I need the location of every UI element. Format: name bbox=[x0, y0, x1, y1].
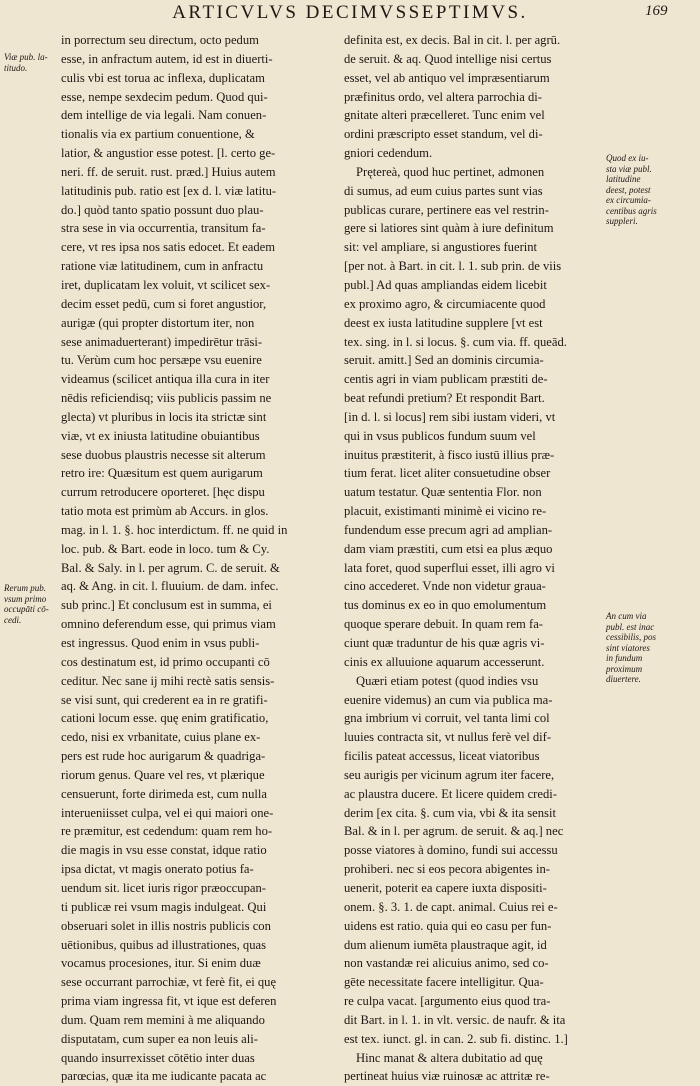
text-line: uatum testatur. Quæ sententia Flor. non bbox=[344, 485, 542, 500]
text-line: dit Bart. in l. 1. in vlt. versic. de naufr. & ita bbox=[344, 1012, 566, 1027]
text-line: gere si latiores sint quàm à iure definitum bbox=[344, 221, 554, 236]
text-line: interueniisset culpa, vel ei qui maiori one- bbox=[61, 805, 274, 820]
text-line: prima viam ingressa fit, vt ique est deferen bbox=[61, 994, 277, 1009]
text-line: quoque sperare debuit. In quam rem fa- bbox=[344, 617, 543, 632]
text-line: cos destinatum est, id primo occupanti cō bbox=[61, 654, 270, 669]
text-line: [in d. l. si locus] rem sibi iustam videri, vt bbox=[344, 409, 556, 424]
margin-note-line: diuertere. bbox=[606, 674, 641, 684]
text-line: gēte necessitate facere intelligitur. Qua- bbox=[344, 975, 544, 990]
text-line: in porrectum seu directum, octo pedum bbox=[61, 33, 259, 47]
margin-note-line: occupāti cō- bbox=[4, 604, 49, 614]
text-line: cere, vt res ipsa nos satis edocet. Et eadem bbox=[61, 240, 276, 255]
text-line: sese animaduerterant) impedirētur trāsi- bbox=[61, 334, 263, 349]
text-line: Hinc manat & altera dubitatio ad quę bbox=[356, 1050, 543, 1065]
text-line: uētionibus, quibus ad illustrationes, quas bbox=[61, 937, 266, 952]
text-line: videamus (scilicet antiqua illa cura in iter bbox=[61, 372, 270, 387]
right-text-column bbox=[344, 31, 606, 1086]
margin-note-line: vsum primo bbox=[4, 593, 47, 604]
text-line: cino accederet. Vnde non videtur graua- bbox=[344, 579, 546, 594]
text-line: sit: vel ampliare, si angustiores fuerint bbox=[344, 240, 538, 255]
margin-note-right-top bbox=[606, 153, 657, 227]
text-line: decim esset pedū, cum si foret angustior, bbox=[61, 296, 267, 311]
margin-note-line: centibus agris bbox=[606, 205, 657, 216]
margin-note-line: publ. est inac bbox=[606, 621, 655, 632]
text-line: disputatam, cum super ea non leuis ali- bbox=[61, 1031, 258, 1046]
text-line: est ingressus. Quod enim in vsus publi- bbox=[61, 636, 260, 650]
text-line: inuitus præstiterit, à fisco iustū illius præ- bbox=[344, 447, 555, 462]
text-line: Quæri etiam potest (quod indies vsu bbox=[356, 673, 539, 688]
text-line: Bal. & Saly. in l. per agrum. C. de seruit. & bbox=[61, 560, 280, 575]
margin-note-left-top bbox=[4, 52, 48, 73]
text-line: beat refundi pretium? Et respondit Bart. bbox=[344, 391, 545, 406]
text-line: die magis in vsu esse constat, idque ratio bbox=[61, 843, 267, 858]
text-line: non vastandæ rei alicuius animo, sed co- bbox=[344, 956, 549, 971]
margin-note-line: Quod ex iu- bbox=[606, 153, 649, 163]
text-line: retro ire: Quæsitum est quem aurigarum bbox=[61, 466, 263, 481]
text-line: ciunt quæ traduntur de his quæ agris vi- bbox=[344, 636, 545, 650]
text-line: sese duobus plaustris necesse sit alterum bbox=[61, 447, 266, 462]
text-line: quando insurrexisset cōtētio inter duas bbox=[61, 1050, 255, 1065]
text-line: luuies contracta sit, vt nullus ferè vel dif- bbox=[344, 730, 552, 745]
text-line: prohiberi. nec si eos pecora abigentes in- bbox=[344, 862, 550, 877]
text-line: tionalis via ex partium conuentione, & bbox=[61, 127, 255, 142]
margin-note-line: An cum via bbox=[606, 611, 647, 621]
text-line: cinis ex alluuione aquarum accesserunt. bbox=[344, 654, 545, 669]
text-line: cedo, nisi ex vrbanitate, cuius plane ex- bbox=[61, 730, 261, 745]
text-line: ficilis pateat accessus, liceat viatoribus bbox=[344, 749, 540, 764]
text-line: ceditur. Nec sane ij mihi rectè satis sensis- bbox=[61, 673, 275, 688]
margin-note-line: Rerum pub. bbox=[4, 583, 46, 593]
text-line: gniori cedendum. bbox=[344, 146, 433, 161]
text-line: gnitate alteri præcelleret. Tunc enim vel bbox=[344, 108, 545, 123]
text-line: ac plaustra ducere. Et licere quidem credi- bbox=[344, 786, 557, 801]
text-line: omnino deferendum esse, qui primus viam bbox=[61, 617, 276, 632]
text-line: qui in vsus publicos fundum suum vel bbox=[344, 428, 536, 443]
text-line: tu. Verùm cum hoc persæpe vsu euenire bbox=[61, 353, 262, 368]
text-line: nēdis reficiendisq; viis publicis passim ne bbox=[61, 391, 272, 406]
margin-note-line: in fundum bbox=[606, 653, 643, 663]
text-line: posse viatores à domino, fundi sui accessu bbox=[344, 843, 558, 858]
text-line: Bal. & in l. per agrum. de seruit. & aq.] nec bbox=[344, 824, 564, 839]
text-line: iret, duplicatam lex voluit, vt scilicet sex- bbox=[61, 277, 271, 292]
text-line: sese occurrant parrochiæ, vt ferè fit, ei quę bbox=[61, 975, 277, 990]
text-line: riorum genus. Quare vel res, vt plærique bbox=[61, 767, 265, 782]
text-line: di sumus, ad eum cuius partes sunt vias bbox=[344, 183, 543, 198]
text-line: glecta) vt pluribus in locis ita strictæ sint bbox=[61, 409, 267, 424]
text-line: tus dominus ex eo in quo emolumentum bbox=[344, 598, 547, 613]
text-line: dum alienum iumēta plaustraque agit, id bbox=[344, 937, 547, 952]
text-line: Prętereà, quod huc pertinet, admonen bbox=[356, 164, 545, 179]
running-head: ARTICVLVS DECIMVSSEPTIMVS. bbox=[172, 2, 528, 23]
text-line: mag. in l. 1. §. hoc interdictum. ff. ne quid in bbox=[61, 522, 288, 537]
text-line: fundendum esse precum agri ad amplian- bbox=[344, 522, 553, 537]
margin-note-left-mid bbox=[4, 583, 49, 625]
text-line: tium ferat. licet aliter consuetudine obser bbox=[344, 466, 551, 481]
text-line: lata foret, quod superflui esset, illi agro vi bbox=[344, 560, 555, 575]
text-line: esse, nempe sexdecim pedum. Quod qui- bbox=[61, 89, 268, 104]
page-number: 169 bbox=[645, 3, 668, 19]
margin-note-line: cessibilis, pos bbox=[606, 632, 657, 642]
margin-note-line: sint viatores bbox=[606, 642, 650, 653]
text-line: currum retroducere oporteret. [hęc dispu bbox=[61, 485, 265, 500]
margin-note-line: titudo. bbox=[4, 62, 28, 73]
text-line: loc. pub. & Bart. eode in loco. tum & Cy. bbox=[61, 541, 270, 556]
margin-note-line: sta viæ publ. bbox=[606, 163, 652, 174]
text-line: do.] quòd tanto spatio possunt duo plau- bbox=[61, 202, 264, 217]
text-line: viæ, vt ex iniusta latitudine obuiantibus bbox=[61, 428, 260, 443]
text-line: ratione viæ latitudinem, cum in anfractu bbox=[61, 259, 264, 274]
text-line: tatio mota est primùm ab Accurs. in glos. bbox=[61, 504, 269, 519]
margin-note-line: cedi. bbox=[4, 614, 22, 625]
margin-note-line: proximum bbox=[606, 663, 643, 674]
text-line: deest ex iusta latitudine supplere [vt est bbox=[344, 315, 543, 330]
margin-note-line: latitudine bbox=[606, 174, 641, 184]
text-line: ipsa dictat, vt magis onerato potius fa- bbox=[61, 862, 254, 877]
text-line: dem intellige de via legali. Nam conuen- bbox=[61, 108, 267, 123]
text-line: cationi locum esse. quę enim gratificatio, bbox=[61, 711, 269, 726]
margin-note-right-bottom bbox=[606, 611, 656, 685]
text-line: publ.] Ad quas ampliandas eidem licebit bbox=[344, 277, 547, 292]
text-line: vocamus procesiones, itur. Si enim duæ bbox=[61, 956, 261, 971]
margin-note-line: suppleri. bbox=[606, 216, 638, 226]
text-line: præfinitus ordo, vel altera parrochia di- bbox=[344, 89, 542, 104]
text-line: dam viam præstiti, cum etsi ea plus æquo bbox=[344, 541, 553, 556]
text-line: se visi sunt, qui crederent ea in re gratifi- bbox=[61, 692, 268, 707]
text-line: placuit, existimanti minimè ei vicino re- bbox=[344, 504, 547, 519]
text-line: stra sese in via occurrentia, transitum fa- bbox=[61, 221, 266, 236]
text-line: culis vbi est torua ac inflexa, duplicatam bbox=[61, 70, 265, 85]
text-line: seruit. amitt.] Sed an dominis circumia- bbox=[344, 353, 544, 368]
text-line: obseruari solet in illis nostris publicis con bbox=[61, 918, 271, 933]
text-line: esse, in anfractum autem, id est in diuerti- bbox=[61, 51, 273, 66]
text-line: parœcias, quæ ita me iudicante pacata ac bbox=[61, 1069, 267, 1084]
text-line: [per not. à Bart. in cit. l. 1. sub prin. de viis bbox=[344, 259, 562, 274]
text-line: dum. Quam rem memini à me aliquando bbox=[61, 1012, 265, 1027]
text-line: onem. §. 3. 1. de capt. animal. Cuius rei e- bbox=[344, 899, 558, 914]
text-line: publicas curare, pertinere eas vel restrin- bbox=[344, 202, 549, 217]
text-line: pertineat huius viæ ruinosæ ac attritæ re- bbox=[344, 1069, 550, 1084]
text-line: ordini præscripto esset standum, vel di- bbox=[344, 127, 543, 142]
text-line: tex. sing. in l. si locus. §. cum via. ff. queād. bbox=[344, 334, 567, 349]
text-line: uidens est ratio. quia qui eo casu per fun- bbox=[344, 918, 552, 933]
text-line: ex proximo agro, & circumiacente quod bbox=[344, 296, 546, 311]
text-line: gna imbrium vi corruit, vel tanta limi col bbox=[344, 711, 550, 726]
text-line: re præmitur, est cedendum: quam rem ho- bbox=[61, 824, 273, 839]
text-line: latior, & angustior esse potest. [l. certo ge- bbox=[61, 146, 276, 161]
text-line: neri. ff. de seruit. rust. præd.] Huius autem bbox=[61, 164, 276, 179]
text-line: uendum sit. licet iuris rigor præoccupan- bbox=[61, 880, 266, 895]
left-text-column bbox=[61, 31, 333, 1086]
margin-note-line: Viæ pub. la- bbox=[4, 52, 48, 62]
text-line: re culpa vacat. [argumento eius quod tra- bbox=[344, 994, 551, 1009]
text-line: est tex. iunct. gl. in can. 2. sub fi. distinc. 1.] bbox=[344, 1031, 568, 1046]
text-line: centis agri in viam publicam præstiti de- bbox=[344, 372, 548, 387]
text-line: seu aurigis per vicinum agrum iter facere, bbox=[344, 767, 555, 782]
text-line: latitudinis pub. ratio est [ex d. l. viæ latitu- bbox=[61, 183, 277, 198]
text-line: de seruit. & aq. Quod intellige nisi certus bbox=[344, 51, 552, 66]
margin-note-line: deest, potest bbox=[606, 184, 651, 195]
text-line: ti publicæ rei vsum magis indulgeat. Qui bbox=[61, 899, 267, 914]
text-line: euenire videmus) an cum via publica ma- bbox=[344, 692, 553, 707]
text-line: derim [ex cita. §. cum via, vbi & ita sensit bbox=[344, 805, 556, 820]
text-line: esset, vel ab antiquo vel impræsentiarum bbox=[344, 70, 550, 85]
margin-note-line: ex circumia- bbox=[606, 195, 651, 205]
text-line: censuerunt, forte dirimeda est, cum nulla bbox=[61, 786, 267, 801]
text-line: uenerit, poterit ea capere iuxta dispositi- bbox=[344, 880, 547, 895]
text-line: pers est rude hoc aurigarum & quadriga- bbox=[61, 749, 266, 764]
text-line: aq. & Ang. in cit. l. fluuium. de dam. infec. bbox=[61, 579, 279, 594]
text-line: sub princ.] Et conclusum est in summa, ei bbox=[61, 598, 272, 613]
text-line: aurigæ (qui propter distortum iter, non bbox=[61, 315, 255, 330]
text-line: definita est, ex decis. Bal in cit. l. per agrū. bbox=[344, 33, 561, 47]
